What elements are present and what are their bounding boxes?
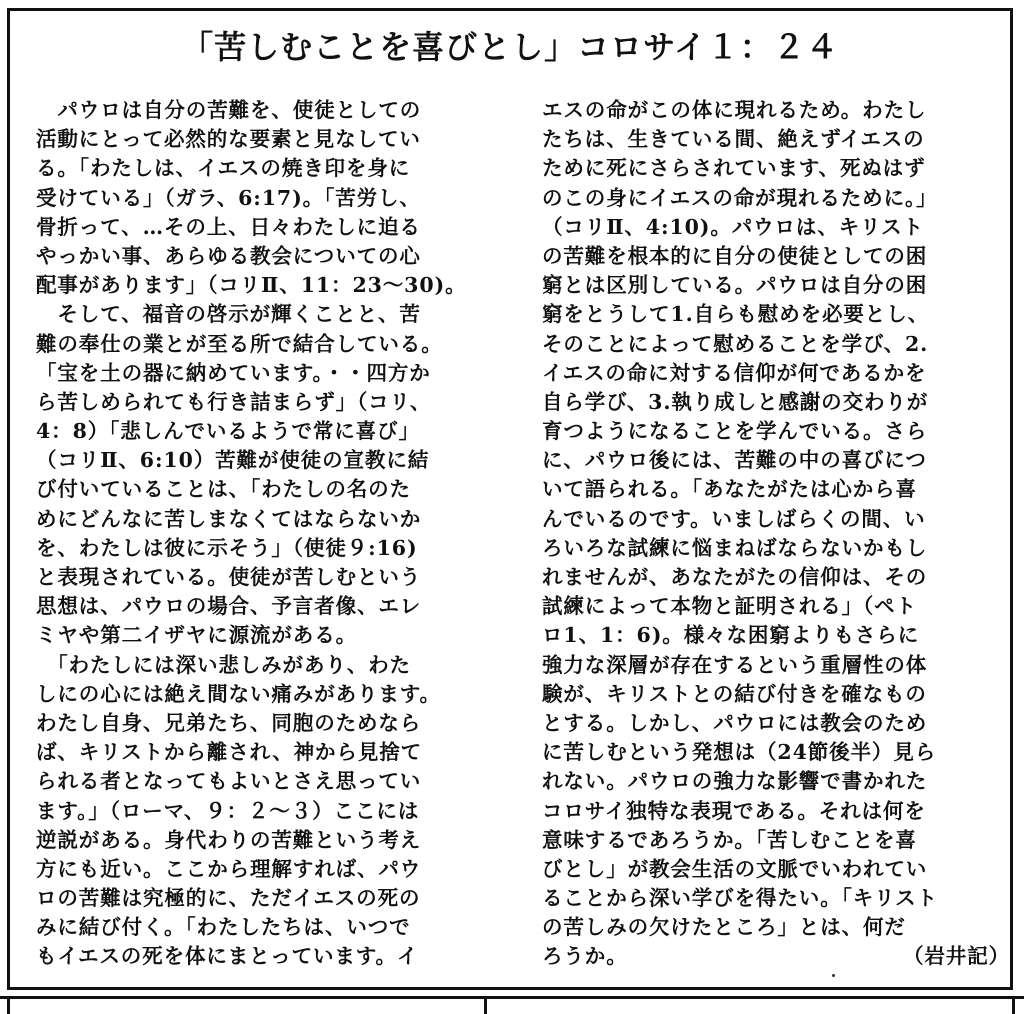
text-line: 窮とは区別している。パウロは自分の困 (542, 273, 928, 298)
text-line: を、わたしは彼に示そう」（使徒９:16) (36, 535, 418, 560)
author-signature: （岩井記） (903, 944, 1010, 969)
text-line: みに結び付く。「わたしたちは、いつで (36, 915, 411, 940)
text-line: びとし」が教会生活の文脈でいわれてい (542, 856, 928, 881)
text-line: んでいるのです。いましばらくの間、い (542, 506, 926, 531)
next-section-right-border (1012, 999, 1015, 1014)
text-line: と表現されている。使徒が苦しむという (36, 565, 422, 589)
text-line: しにの心には絶え間ない痛みがあります。 (36, 681, 441, 706)
text-line: とする。しかし、パウロには教会のため (542, 710, 928, 735)
text-line: ために死にさらされています、死ぬはず (542, 156, 926, 181)
right-column (542, 96, 1010, 972)
text-line: ることから深い学びを得たい。「キリスト (542, 886, 938, 911)
text-line: る。「わたしは、イエスの焼き印を身に (36, 156, 411, 181)
article-title: 「苦しむことを喜びとし」コロサイ１：２４ (181, 28, 839, 66)
text-line: めにどんなに苦しまなくてはならないか (36, 506, 422, 531)
text-line: 思想は、パウロの場合、予言者像、エレ (36, 594, 422, 619)
text-line: ロの苦難は究極的に、ただイエスの死の (36, 886, 421, 911)
text-line: もイエスの死を体にまとっています。イ (36, 944, 419, 969)
text-line: コロサイ独特な表現である。それは何を (542, 798, 926, 823)
text-line: に苦しむという発想は（24節後半）見ら (542, 740, 937, 765)
text-line: わたし自身、兄弟たち、同胞のためなら (36, 710, 422, 735)
text-line: び付いていることは、「わたしの名のた (36, 477, 411, 502)
text-line: に、パウロ後には、苦難の中の喜びにつ (542, 448, 927, 473)
text-line: そして、福音の啓示が輝くことと、苦 (36, 302, 421, 327)
text-line: パウロは自分の苦難を、使徒としての (36, 98, 422, 122)
text-line: 験が、キリストとの結び付きを確なもの (542, 681, 927, 706)
text-line: ろいろな試練に悩まねばならないかもし (542, 535, 928, 560)
text-line: 難の奉仕の業とが至る所で結合している。 (36, 331, 443, 356)
text-line: 「宝を土の器に納めています。・・四方か (36, 360, 431, 385)
text-line: の苦しみの欠けたところ」とは、何だ (542, 915, 906, 940)
text-line: れない。パウロの強力な影響で書かれた (542, 769, 928, 794)
text-line: ます。」（ローマ、９：２〜３）ここには (36, 798, 420, 823)
text-line: 窮をとうして1.自らも慰めを必要とし、 (542, 302, 929, 327)
text-line: イエスの命に対する信仰が何であるかを (542, 360, 927, 385)
next-section-top-rule (0, 996, 1024, 999)
left-column (36, 96, 504, 972)
next-section-left-border (7, 999, 10, 1014)
text-line: 「わたしには深い悲しみがあり、わた (36, 652, 411, 677)
text-line: エスの命がこの体に現れるため。わたし (542, 98, 927, 122)
next-section-divider (484, 999, 487, 1014)
text-line: 受けている」（ガラ、6:17)。「苦労し、 (36, 185, 421, 210)
text-line: 試練によって本物と証明される」（ペト (542, 594, 917, 619)
text-line: 骨折って、…その上、日々わたしに迫る (36, 214, 421, 239)
text-line: 強力な深層が存在するという重層性の体 (542, 652, 928, 677)
text-line: られる者となってもよいとさえ思ってい (36, 769, 422, 794)
text-line: やっかい事、あらゆる教会についての心 (36, 243, 421, 268)
text-line: 自ら学び、3.執り成しと感謝の交わりが (542, 389, 929, 414)
text-line: たちは、生きている間、絶えずイエスの (542, 127, 925, 152)
text-line: （コリⅡ、4:10)。パウロは、キリスト (542, 214, 924, 239)
text-line: の苦難を根本的に自分の使徒としての困 (542, 243, 928, 268)
text-line: ば、キリストから離され、神から見捨て (36, 740, 423, 765)
text-line: 意味するであろうか。「苦しむことを喜 (542, 827, 917, 852)
closing-text: ろうか。 (542, 944, 628, 969)
text-line: れませんが、あなたがたの信仰は、その (542, 565, 928, 589)
text-line: 逆説がある。身代わりの苦難という考え (36, 827, 422, 852)
text-line: ミヤや第二イザヤに源流がある。 (36, 623, 357, 648)
text-line: いて語られる。「あなたがたは心から喜 (542, 477, 917, 502)
closing-line (542, 942, 1010, 971)
text-line: 方にも近い。ここから理解すれば、パウ (36, 856, 422, 881)
text-line: （コリⅡ、6:10）苦難が使徒の宣教に結 (36, 448, 430, 473)
text-line: そのことによって慰めることを学び、2. (542, 331, 929, 356)
text-line: 4：8）「悲しんでいるようで常に喜び」 (36, 419, 420, 444)
text-line: ら苦しめられても行き詰まらず」（コリ、 (36, 389, 432, 414)
text-line: 活動にとって必然的な要素と見なしてい (36, 127, 421, 152)
article-frame (7, 8, 1013, 990)
text-line: 配事があります」（コリⅡ、11：23〜30)。 (36, 273, 467, 298)
text-line: のこの身にイエスの命が現れるために。」 (542, 185, 938, 210)
text-line: ロ1、1：6)。様々な困窮よりもさらに (542, 623, 920, 648)
text-line: 育つようになることを学んでいる。さら (542, 419, 928, 444)
scan-speck (832, 974, 835, 977)
